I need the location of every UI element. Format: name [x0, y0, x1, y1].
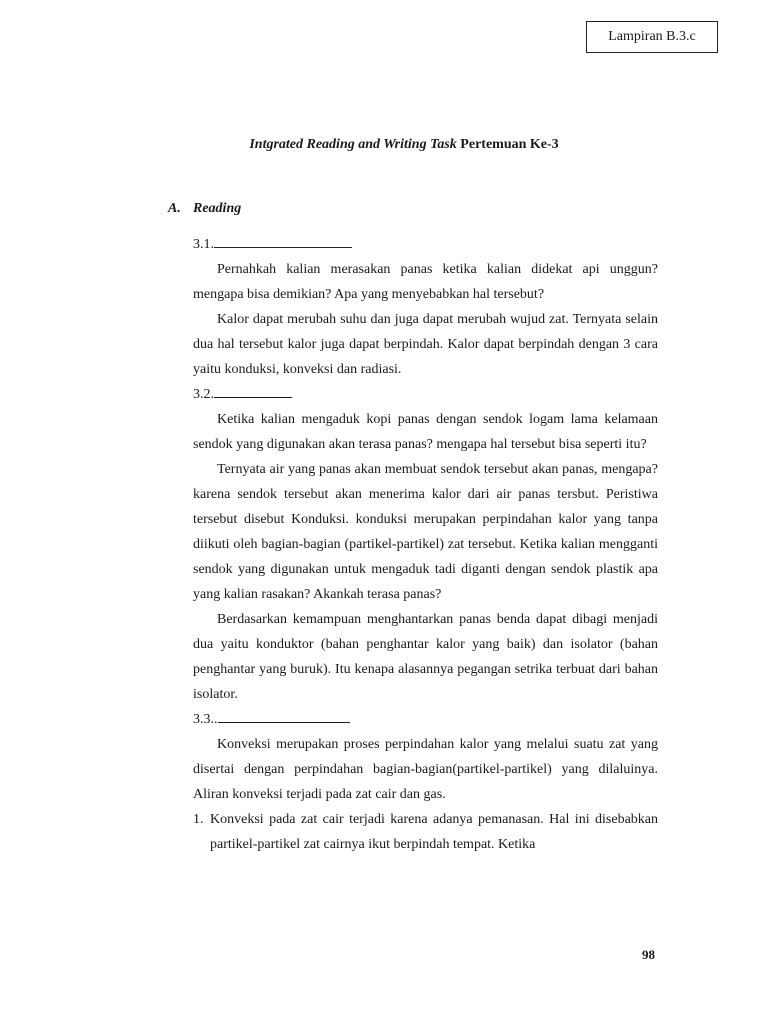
list-item-text: Konveksi pada zat cair terjadi karena adanya pemanasan. Hal ini disebabkan partikel-partikel zat cairnya ikut berpindah tempat. Ketika [210, 812, 658, 852]
page-title [0, 137, 768, 153]
list-item-number: 1. [193, 812, 204, 827]
subsection-label: 3.1. [193, 237, 214, 252]
title-italic: Intgrated Reading and Writing Task [249, 137, 457, 152]
list-item [193, 807, 658, 857]
section-label: Reading [193, 201, 242, 216]
paragraph: Pernahkah kalian merasakan panas ketika kalian didekat api unggun? mengapa bisa demikian? Apa yang menyebabkan hal tersebut? [193, 262, 658, 302]
subsection-3-1 [193, 232, 658, 257]
blank-line [214, 385, 292, 398]
paragraph: Ketika kalian mengaduk kopi panas dengan sendok logam lama kelamaan sendok yang digunakan akan terasa panas? mengapa hal tersebut bisa seperti itu? [193, 412, 658, 452]
subsection-3-2 [193, 382, 658, 407]
paragraph: Konveksi merupakan proses perpindahan kalor yang melalui suatu zat yang disertai dengan perpindahan bagian-bagian(partikel-partikel) yang dilaluinya. Aliran konveksi terjadi pada zat cair dan gas. [193, 737, 658, 802]
subsection-3-3 [193, 707, 658, 732]
paragraph: Berdasarkan kemampuan menghantarkan panas benda dapat dibagi menjadi dua yaitu konduktor (bahan penghantar kalor yang baik) dan isolator (bahan penghantar yang buruk). Itu kenapa alasannya pegangan setrika terbuat dari bahan isolator. [193, 612, 658, 702]
attachment-label: Lampiran B.3.c [608, 29, 696, 44]
section-number: A. [168, 201, 181, 216]
subsection-label: 3.3.. [193, 712, 218, 727]
document-body [193, 232, 658, 857]
attachment-label-box [586, 21, 718, 53]
blank-line [218, 710, 350, 723]
blank-line [214, 235, 352, 248]
title-normal: Pertemuan Ke-3 [456, 137, 559, 152]
page-number: 98 [642, 947, 655, 962]
paragraph: Ternyata air yang panas akan membuat sendok tersebut akan panas, mengapa? karena sendok tersebut akan menerima kalor dari air panas tersbut. Peristiwa tersebut disebut Konduksi. konduksi merupakan perpindahan kalor yang tanpa diikuti oleh bagian-bagian (partikel-partikel) zat tersebut. Ketika kalian mengganti sendok yang digunakan untuk mengaduk tadi diganti dengan sendok plastik apa yang kalian rasakan? Akankah terasa panas? [193, 462, 658, 602]
section-heading [168, 201, 241, 217]
subsection-label: 3.2. [193, 387, 214, 402]
paragraph: Kalor dapat merubah suhu dan juga dapat merubah wujud zat. Ternyata selain dua hal tersebut kalor juga dapat berpindah. Kalor dapat berpindah dengan 3 cara yaitu konduksi, konveksi dan radiasi. [193, 312, 658, 377]
